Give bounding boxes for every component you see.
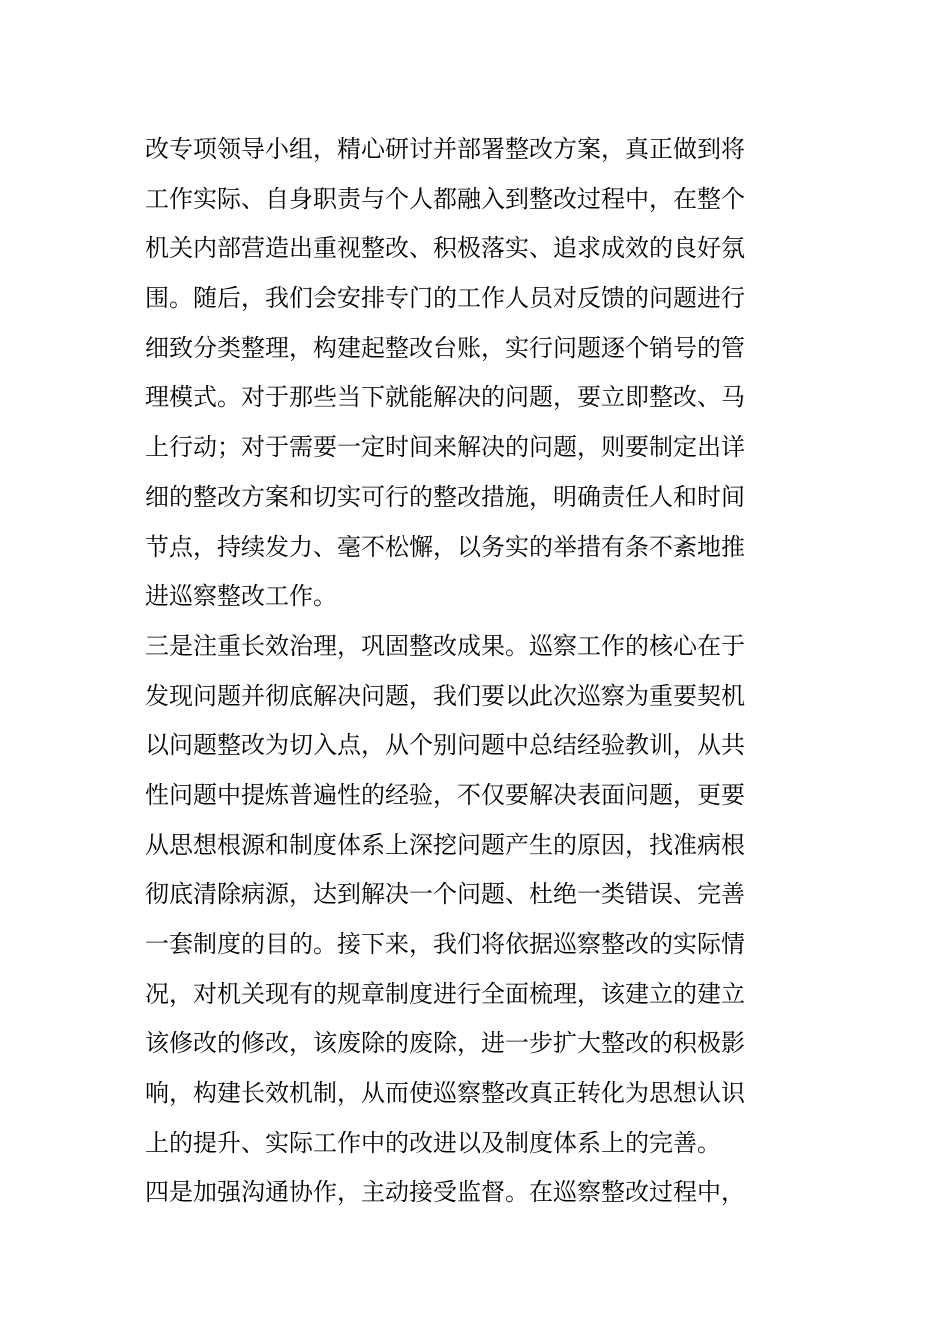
text-line: 改专项领导小组，精心研讨并部署整改方案，真正做到将 [145,135,745,163]
text-line: 性问题中提炼普遍性的经验，不仅要解决表面问题，更要 [145,780,745,809]
text-line: 一套制度的目的。接下来，我们将依据巡察整改的实际情 [145,930,745,958]
text-line: 细致分类整理，构建起整改台账，实行问题逐个销号的管 [145,333,745,362]
text-line: 该修改的修改，该废除的废除，进一步扩大整改的积极影 [145,1029,745,1058]
text-line: 理模式。对于那些当下就能解决的问题，要立即整改、马 [145,383,745,412]
text-line: 围。随后，我们会安排专门的工作人员对反馈的问题进行 [145,284,745,313]
text-line: 响，构建长效机制，从而使巡察整改真正转化为思想认识 [145,1079,745,1108]
text-line: 况，对机关现有的规章制度进行全面梳理，该建立的建立 [145,979,745,1008]
text-line: 工作实际、自身职责与个人都融入到整改过程中，在整个 [145,184,745,213]
text-line: 上行动；对于需要一定时间来解决的问题，则要制定出详 [145,433,745,462]
text-line: 机关内部营造出重视整改、积极落实、追求成效的良好氛 [145,234,745,263]
text-line: 从思想根源和制度体系上深挖问题产生的原因，找准病根 [145,830,745,859]
section-heading-line: 四是加强沟通协作，主动接受监督。在巡察整改过程中， [145,1178,745,1207]
text-line: 发现问题并彻底解决问题，我们要以此次巡察为重要契机 [145,681,745,710]
text-line: 上的提升、实际工作中的改进以及制度体系上的完善。 [145,1128,721,1157]
document-body [145,125,810,1218]
text-line: 细的整改方案和切实可行的整改措施，明确责任人和时间 [145,482,745,511]
text-line: 以问题整改为切入点，从个别问题中总结经验教训，从共 [145,731,745,760]
text-line: 节点，持续发力、毫不松懈，以务实的举措有条不紊地推 [145,532,745,561]
section-heading-line: 三是注重长效治理，巩固整改成果。巡察工作的核心在于 [145,631,745,660]
text-line: 彻底清除病源，达到解决一个问题、杜绝一类错误、完善 [145,880,745,909]
text-line: 进巡察整改工作。 [145,582,337,611]
